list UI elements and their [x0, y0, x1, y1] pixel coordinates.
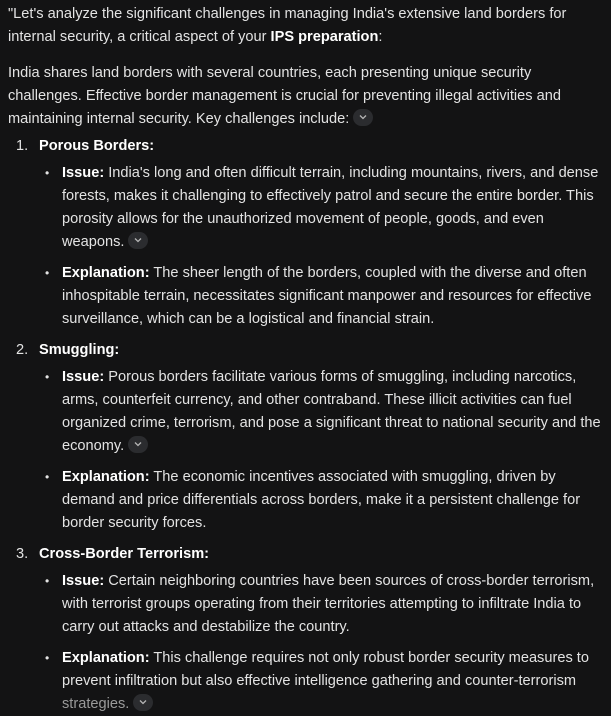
- bullet-text: This challenge requires not only robust border security measures to prevent infiltration but also effective intelligence gathering and counter-terrorism: [62, 650, 589, 689]
- bullet-item: [44, 262, 601, 331]
- bullet-item: [44, 570, 601, 639]
- intro-paragraph: [8, 3, 601, 49]
- overview-text: India shares land borders with several countries, each presenting unique security challenges. Effective border management is crucial for preventing illegal activities and maintaining internal security. Key challenges include:: [8, 65, 561, 127]
- chevron-down-icon[interactable]: [128, 232, 148, 249]
- item-number: 1.: [16, 138, 29, 154]
- bullet-text: India's long and often difficult terrain, including mountains, rivers, and dense forests, makes it challenging to effectively patrol and secure the entire border. This porosity allows for the unauthorized movement of people, goods, and even weapons.: [62, 165, 599, 250]
- list-item: [8, 339, 601, 535]
- bullet-item: [44, 162, 601, 254]
- bullet-icon: •: [45, 166, 50, 180]
- bullet-text: Certain neighboring countries have been sources of cross-border terrorism, with terrorist groups operating from their territories attempting to infiltrate India to carry out attacks and destabilize the country.: [62, 573, 595, 635]
- bullet-label: Explanation:: [62, 650, 150, 666]
- bullet-label: Issue:: [62, 573, 105, 589]
- bullet-item: [44, 366, 601, 458]
- bullet-item: [44, 647, 601, 716]
- chevron-down-icon[interactable]: [133, 694, 153, 711]
- intro-text: "Let's analyze the significant challenges in managing India's extensive land borders for internal security, a critical aspect of your: [8, 6, 567, 45]
- challenges-list: [8, 135, 601, 716]
- bullet-icon: •: [45, 651, 50, 665]
- bullet-label: Explanation:: [62, 265, 150, 281]
- intro-bold: IPS preparation: [270, 29, 379, 45]
- bullet-label: Issue:: [62, 369, 105, 385]
- bullet-text: The economic incentives associated with smuggling, driven by demand and price differentials across borders, make it a persistent challenge for border security forces.: [62, 469, 581, 531]
- intro-end: :: [378, 29, 383, 45]
- bullet-icon: •: [45, 266, 50, 280]
- bullet-icon: •: [45, 470, 50, 484]
- overview-paragraph: [8, 62, 601, 131]
- bullet-text: The sheer length of the borders, coupled with the diverse and often inhospitable terrain, necessitates significant manpower and resources for effective surveillance, which can be a logistical and financial strain.: [62, 265, 592, 327]
- bullet-text: Porous borders facilitate various forms of smuggling, including narcotics, arms, counterfeit currency, and other contraband. These illicit activities can fuel organized crime, terrorism, and pose a significant threat to national security and the economy.: [62, 369, 601, 454]
- chevron-down-icon[interactable]: [128, 436, 148, 453]
- item-number: 2.: [16, 342, 29, 358]
- bullet-label: Issue:: [62, 165, 105, 181]
- bullet-label: Explanation:: [62, 469, 150, 485]
- item-title: Porous Borders:: [39, 138, 155, 154]
- list-item: [8, 543, 601, 716]
- bullet-item: [44, 466, 601, 535]
- bullet-icon: •: [45, 370, 50, 384]
- list-item: [8, 135, 601, 331]
- faded-text: strategies.: [62, 696, 130, 712]
- bullet-icon: •: [45, 574, 50, 588]
- item-number: 3.: [16, 546, 29, 562]
- item-title: Smuggling:: [39, 342, 120, 358]
- item-title: Cross-Border Terrorism:: [39, 546, 210, 562]
- chevron-down-icon[interactable]: [353, 109, 373, 126]
